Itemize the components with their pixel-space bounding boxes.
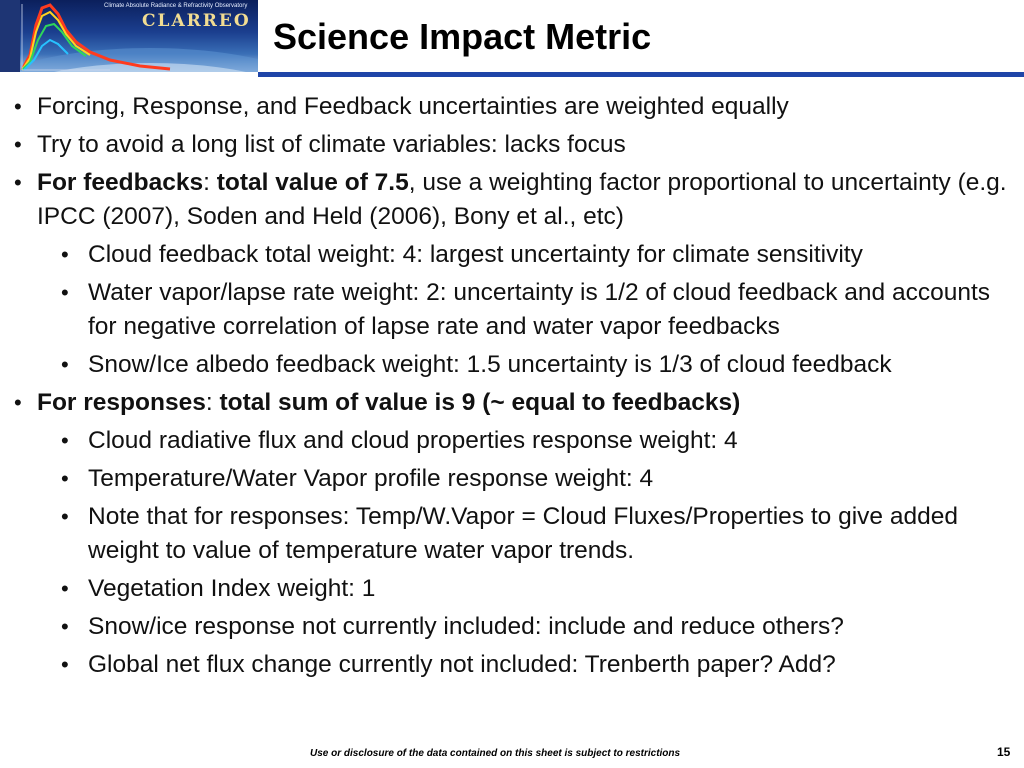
bullet-marker: • xyxy=(61,466,69,491)
sub-bullet-cloud-radiative-flux xyxy=(14,424,1020,458)
bullet-text: Snow/ice response not currently included: include and reduce others? xyxy=(88,613,844,640)
bullet-for-responses xyxy=(14,386,1020,420)
clarreo-wordmark: CLARREO xyxy=(142,11,251,31)
sub-bullet-note-responses xyxy=(14,500,1020,568)
responses-heading: For responses xyxy=(37,389,206,416)
bullet-text: Vegetation Index weight: 1 xyxy=(88,575,376,602)
page-number: 15 xyxy=(997,745,1011,759)
bullet-forcing-response-feedback xyxy=(14,90,1020,124)
separator: : xyxy=(205,389,220,416)
bullet-marker: • xyxy=(61,242,69,267)
slide-title: Science Impact Metric xyxy=(273,16,652,57)
bullet-marker: • xyxy=(61,280,69,305)
sub-bullet-water-vapor-lapse-rate xyxy=(14,276,1020,344)
bullet-marker: • xyxy=(61,614,69,639)
bullet-list xyxy=(14,90,1020,686)
bullet-text: Global net flux change currently not included: Trenberth paper? Add? xyxy=(88,651,836,678)
organization-name: Climate Absolute Radiance & Refractivity Observatory xyxy=(104,3,248,9)
bullet-marker: • xyxy=(14,94,22,119)
title-divider xyxy=(258,72,1024,77)
bullet-marker: • xyxy=(14,170,22,195)
sub-bullet-snow-ice-albedo xyxy=(14,348,1020,382)
sub-bullet-temperature-water-vapor xyxy=(14,462,1020,496)
sub-bullet-global-net-flux xyxy=(14,648,1020,682)
sub-bullet-vegetation-index xyxy=(14,572,1020,606)
feedbacks-heading: For feedbacks xyxy=(37,169,204,196)
feedbacks-total: total value of 7.5 xyxy=(216,169,409,196)
footer-disclaimer: Use or disclosure of the data contained on this sheet is subject to restrictions xyxy=(310,748,681,759)
bullet-for-feedbacks xyxy=(14,166,1020,234)
bullet-marker: • xyxy=(61,652,69,677)
bullet-marker: • xyxy=(61,576,69,601)
bullet-text: Temperature/Water Vapor profile response weight: 4 xyxy=(88,465,654,492)
bullet-text: Cloud feedback total weight: 4: largest uncertainty for climate sensitivity xyxy=(88,241,863,268)
feedbacks-description: , use a weighting factor proportional to uncertainty (e.g. IPCC (2007), Soden and Held (2006), Bony et al., etc) xyxy=(37,169,1007,230)
responses-total: total sum of value is 9 (~ equal to feedbacks) xyxy=(219,389,741,416)
bullet-marker: • xyxy=(61,352,69,377)
bullet-text: Water vapor/lapse rate weight: 2: uncertainty is 1/2 of cloud feedback and accounts for negative correlation of lapse rate and water vapor feedbacks xyxy=(88,279,991,340)
separator: : xyxy=(203,169,217,196)
bullet-text: Try to avoid a long list of climate variables: lacks focus xyxy=(37,131,626,158)
bullet-marker: • xyxy=(61,504,69,529)
bullet-text: Forcing, Response, and Feedback uncertainties are weighted equally xyxy=(37,93,789,120)
bullet-text: Note that for responses: Temp/W.Vapor = Cloud Fluxes/Properties to give added weight to value of temperature water vapor trends. xyxy=(88,503,958,564)
bullet-avoid-long-list xyxy=(14,128,1020,162)
clarreo-logo xyxy=(0,0,258,72)
bullet-marker: • xyxy=(61,428,69,453)
sub-bullet-cloud-feedback xyxy=(14,238,1020,272)
bullet-text: Snow/Ice albedo feedback weight: 1.5 uncertainty is 1/3 of cloud feedback xyxy=(88,351,892,378)
bullet-marker: • xyxy=(14,132,22,157)
sub-bullet-snow-ice-response xyxy=(14,610,1020,644)
bullet-text: Cloud radiative flux and cloud properties response weight: 4 xyxy=(88,427,738,454)
bullet-marker: • xyxy=(14,390,22,415)
